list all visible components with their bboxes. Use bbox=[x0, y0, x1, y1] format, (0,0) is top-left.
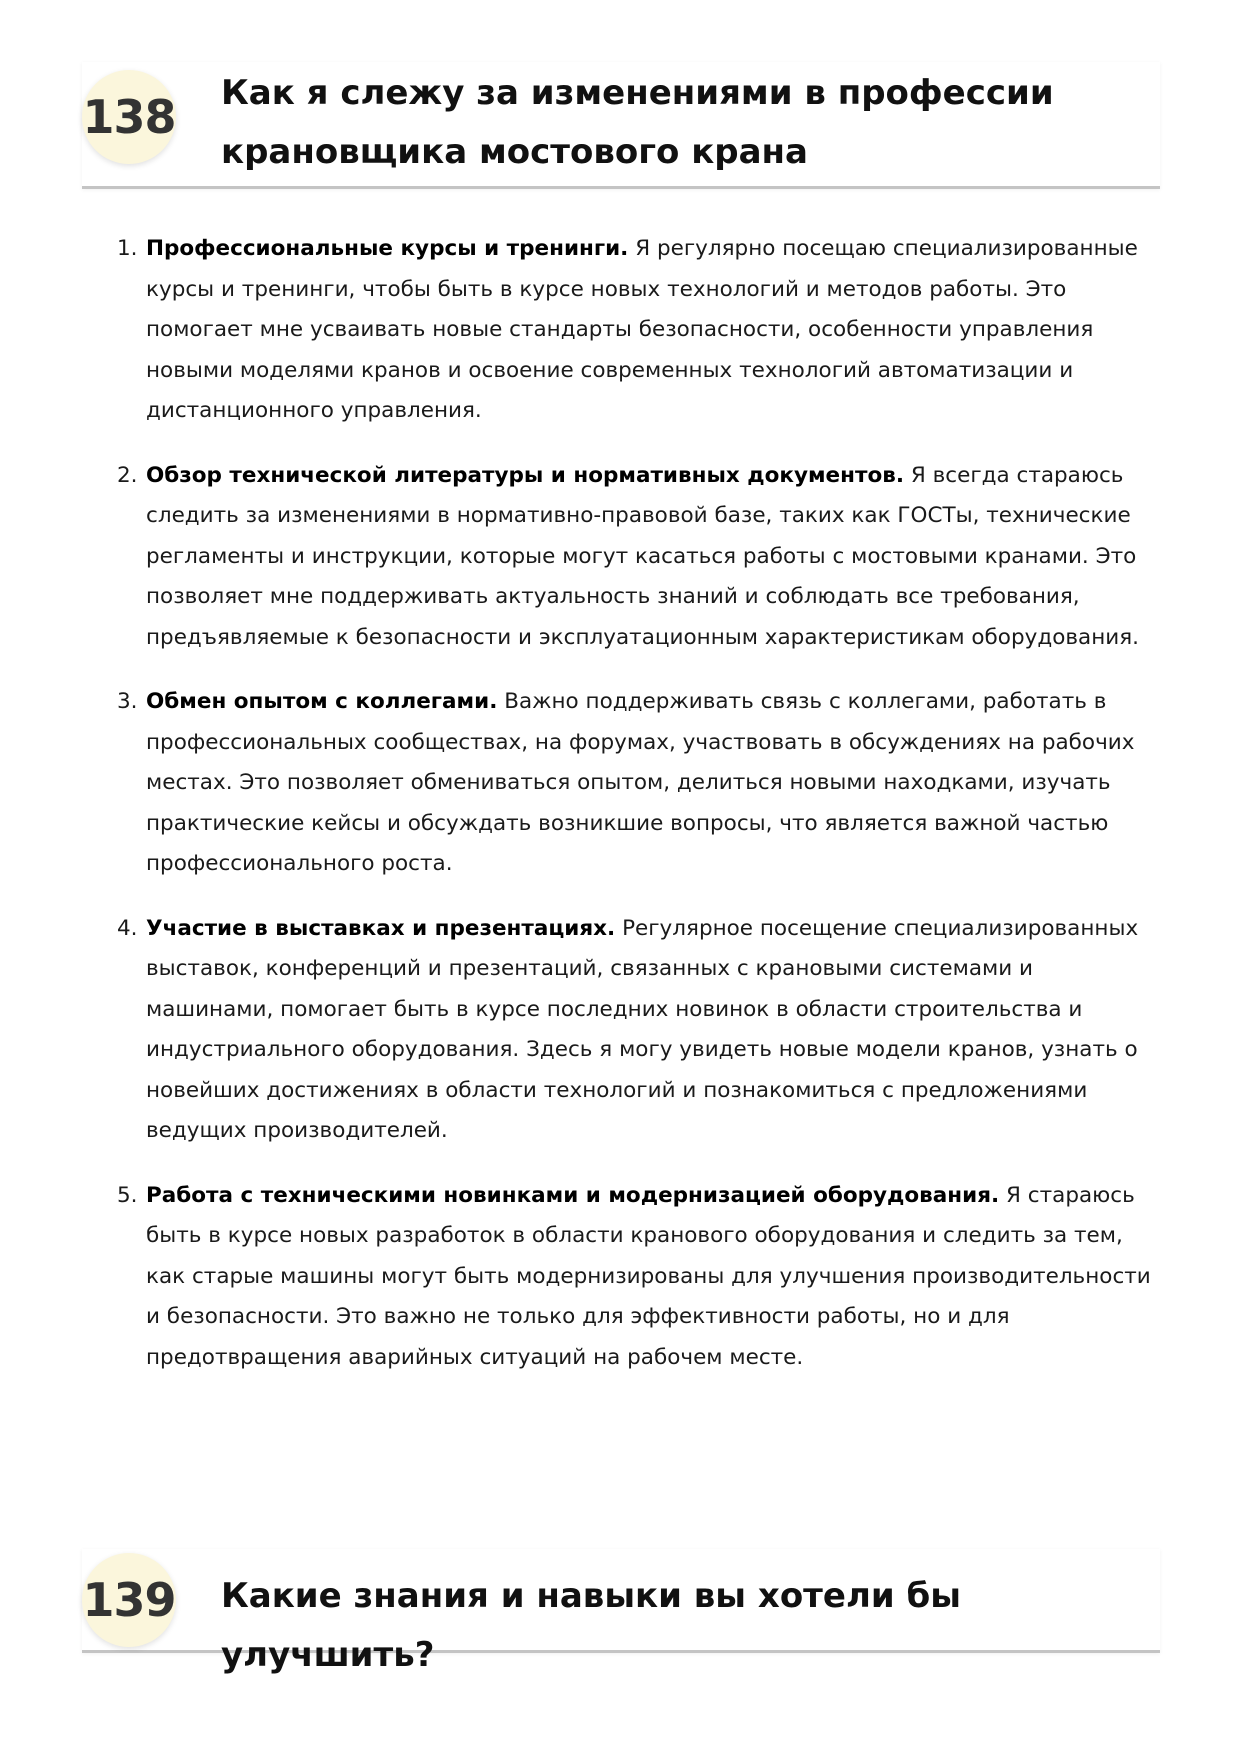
list-item bbox=[117, 909, 1164, 1152]
list-item-text: Я всегда стараюсь следить за изменениями в нормативно-правовой базе, таких как ГОСТы, технические регламенты и инструкции, которые могут касаться работы с мостовыми кранами. Это позволяет мне поддерживать актуальность знаний и соблюдать все требования, предъявляемые к безопасности и эксплуатационным характеристикам оборудования. bbox=[146, 462, 1139, 650]
question-header-139 bbox=[82, 1549, 1160, 1675]
list-item-text: Я стараюсь быть в курсе новых разработок в области кранового оборудования и следить за тем, как старые машины могут быть модернизированы для улучшения производительности и безопасности. Это важно не только для эффективности работы, но и для предотвращения аварийных ситуаций на рабочем месте. bbox=[146, 1182, 1151, 1370]
list-item bbox=[117, 456, 1164, 659]
question-header-138 bbox=[82, 62, 1160, 189]
list-item-text: Регулярное посещение специализированных выставок, конференций и презентаций, связанных с крановыми системами и машинами, помогает быть в курсе последних новинок в области строительства и индустриального оборудования. Здесь я могу увидеть новые модели кранов, узнать о новейших достижениях в области технологий и познакомиться с предложениями ведущих производителей. bbox=[146, 915, 1139, 1143]
list-item-number: 5. bbox=[117, 1182, 138, 1208]
question-title bbox=[221, 64, 1140, 182]
list-item bbox=[117, 1176, 1164, 1379]
list-item-heading: Работа с техническими новинками и модернизацией оборудования. bbox=[146, 1182, 1000, 1208]
list-item-heading: Профессиональные курсы и тренинги. bbox=[146, 236, 629, 261]
question-title-line: Как я слежу за изменениями в профессии bbox=[221, 73, 1054, 113]
list-item-text: Важно поддерживать связь с коллегами, работать в профессиональных сообществах, на форумах, участвовать в обсуждениях на рабочих местах. Это позволяет обмениваться опытом, делиться новыми находками, изучать практические кейсы и обсуждать возникшие вопросы, что является важной частью профессионального роста. bbox=[146, 689, 1135, 876]
list-item-number: 3. bbox=[117, 689, 138, 714]
question-title: Какие знания и навыки вы хотели бы улучшить? bbox=[221, 1576, 961, 1675]
answer-list bbox=[117, 229, 1164, 1402]
list-item-number: 1. bbox=[117, 236, 138, 261]
list-item-text: Я регулярно посещаю специализированные курсы и тренинги, чтобы быть в курсе новых технологий и методов работы. Это помогает мне усваивать новые стандарты безопасности, особенности управления новыми моделями кранов и освоение современных технологий автоматизации и дистанционного управления. bbox=[146, 236, 1138, 423]
question-title-line: крановщика мостового крана bbox=[221, 132, 808, 172]
question-number-badge: 138 bbox=[82, 70, 176, 164]
list-item-number: 4. bbox=[117, 915, 138, 941]
list-item bbox=[117, 682, 1164, 885]
question-number-badge: 139 bbox=[82, 1553, 176, 1647]
list-item-heading: Участие в выставках и презентациях. bbox=[146, 915, 616, 941]
list-item-heading: Обзор технической литературы и нормативных документов. bbox=[146, 462, 904, 488]
list-item bbox=[117, 229, 1164, 432]
list-item-number: 2. bbox=[117, 462, 138, 488]
list-item-heading: Обмен опытом с коллегами. bbox=[146, 689, 498, 714]
